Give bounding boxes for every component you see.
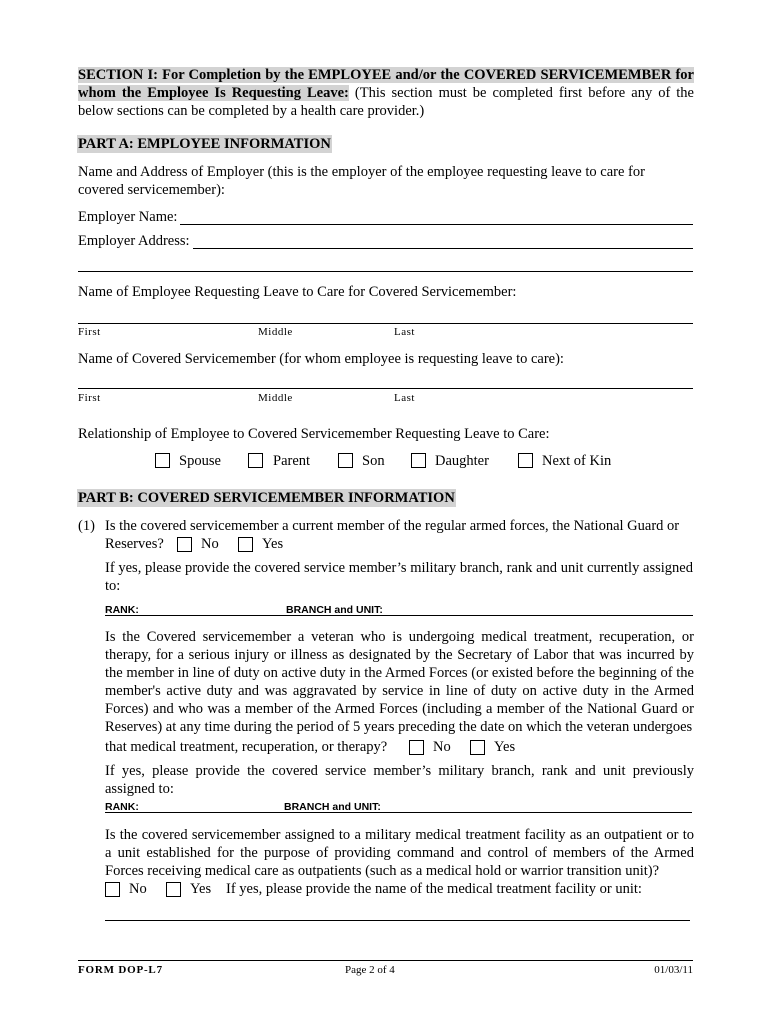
- parent-label: Parent: [273, 453, 311, 469]
- section-intro: [78, 66, 694, 120]
- q2-branch-label: BRANCH and UNIT:: [284, 801, 381, 813]
- q1-rank-label: RANK:: [105, 604, 139, 616]
- relationship-intro: Relationship of Employee to Covered Servicemember Requesting Leave to Care:: [78, 426, 550, 442]
- son-checkbox[interactable]: [338, 453, 353, 468]
- footer-date: 01/03/11: [654, 964, 693, 976]
- employer-address-field-2[interactable]: [78, 271, 693, 272]
- q2-rank-label: RANK:: [105, 801, 139, 813]
- footer-page: Page 2 of 4: [345, 964, 395, 976]
- employer-name-label: Employer Name:: [78, 209, 178, 225]
- q2-rank-branch-field[interactable]: [105, 812, 692, 813]
- q2-no-checkbox[interactable]: [409, 740, 424, 755]
- q3-yes-checkbox[interactable]: [166, 882, 181, 897]
- employer-intro: Name and Address of Employer (this is the employer of the employee requesting leave to care for covered servicemember):: [78, 164, 645, 198]
- spouse-checkbox[interactable]: [155, 453, 170, 468]
- daughter-label: Daughter: [435, 453, 489, 469]
- employee-name-intro: Name of Employee Requesting Leave to Care for Covered Servicemember:: [78, 284, 517, 300]
- q3-text: Is the covered servicemember assigned to a military medical treatment facility as an outpatient or to a unit established for the purpose of providing command and control of members of the Armed Forces receiving medical care as outpatients (such as a medical hold or warrior transition unit)?: [105, 827, 694, 879]
- q3-followup: If yes, please provide the name of the medical treatment facility or unit:: [226, 881, 642, 897]
- q2-yes-label: Yes: [494, 739, 516, 755]
- q1-yes-label: Yes: [262, 536, 284, 552]
- servicemember-last-label: Last: [394, 392, 415, 404]
- q2-no-label: No: [433, 739, 451, 755]
- footer-divider: [78, 960, 693, 961]
- servicemember-name-intro: Name of Covered Servicemember (for whom employee is requesting leave to care):: [78, 351, 564, 367]
- q3-no-checkbox[interactable]: [105, 882, 120, 897]
- employee-last-label: Last: [394, 326, 415, 338]
- employer-address-field[interactable]: [193, 248, 693, 249]
- servicemember-name-field[interactable]: [78, 388, 693, 389]
- next-of-kin-label: Next of Kin: [542, 453, 612, 469]
- q1-yes-checkbox[interactable]: [238, 537, 253, 552]
- spouse-label: Spouse: [179, 453, 221, 469]
- q1-number: (1): [78, 518, 95, 534]
- employee-first-label: First: [78, 326, 101, 338]
- servicemember-middle-label: Middle: [258, 392, 293, 404]
- q3-no-label: No: [129, 881, 147, 897]
- next-of-kin-checkbox[interactable]: [518, 453, 533, 468]
- son-label: Son: [362, 453, 385, 469]
- employee-name-field[interactable]: [78, 323, 693, 324]
- part-b-heading: PART B: COVERED SERVICEMEMBER INFORMATION: [78, 490, 455, 506]
- employer-name-field[interactable]: [180, 224, 693, 225]
- part-a-heading: PART A: EMPLOYEE INFORMATION: [78, 136, 331, 152]
- servicemember-first-label: First: [78, 392, 101, 404]
- q1-no-label: No: [201, 536, 219, 552]
- daughter-checkbox[interactable]: [411, 453, 426, 468]
- q2-yes-checkbox[interactable]: [470, 740, 485, 755]
- section-note: (This section must be completed first before any of the below sections can be completed by a health care provider.): [78, 85, 694, 119]
- footer-form: FORM DOP-L7: [78, 964, 163, 976]
- employee-middle-label: Middle: [258, 326, 293, 338]
- q1-text: Is the covered servicemember a current member of the regular armed forces, the National Guard or: [105, 518, 680, 534]
- q3-facility-field[interactable]: [105, 920, 690, 921]
- q1-followup: If yes, please provide the covered service member’s military branch, rank and unit currently assigned to:: [105, 560, 693, 594]
- employer-address-label: Employer Address:: [78, 233, 190, 249]
- q1-text-2: Reserves?: [105, 536, 164, 552]
- q2-text-last: that medical treatment, recuperation, or therapy?: [105, 739, 388, 755]
- q3-yes-label: Yes: [190, 881, 212, 897]
- q2-followup: If yes, please provide the covered service member’s military branch, rank and unit previously assigned to:: [105, 763, 694, 797]
- q1-rank-branch-field[interactable]: [105, 615, 693, 616]
- section-title: SECTION I: For Completion by the EMPLOYEE and/or the COVERED SERVICEMEMBER for whom the Employee Is Requesting Leave:: [78, 67, 694, 101]
- q1-no-checkbox[interactable]: [177, 537, 192, 552]
- parent-checkbox[interactable]: [248, 453, 263, 468]
- q1-branch-label: BRANCH and UNIT:: [286, 604, 383, 616]
- q2-text: Is the Covered servicemember a veteran who is undergoing medical treatment, recuperation, or therapy, for a serious injury or illness as designated by the Secretary of Labor that was incurred by the member in line of duty on active duty in the Armed Forces (or existed before the beginning of the member's active duty and was aggravated by service in line of duty on active duty in the Armed Forces) and who was a member of the Armed Forces (including a member of the National Guard or Reserves) at any time during the period of 5 years preceding the date on which the veteran undergoes: [105, 629, 694, 735]
